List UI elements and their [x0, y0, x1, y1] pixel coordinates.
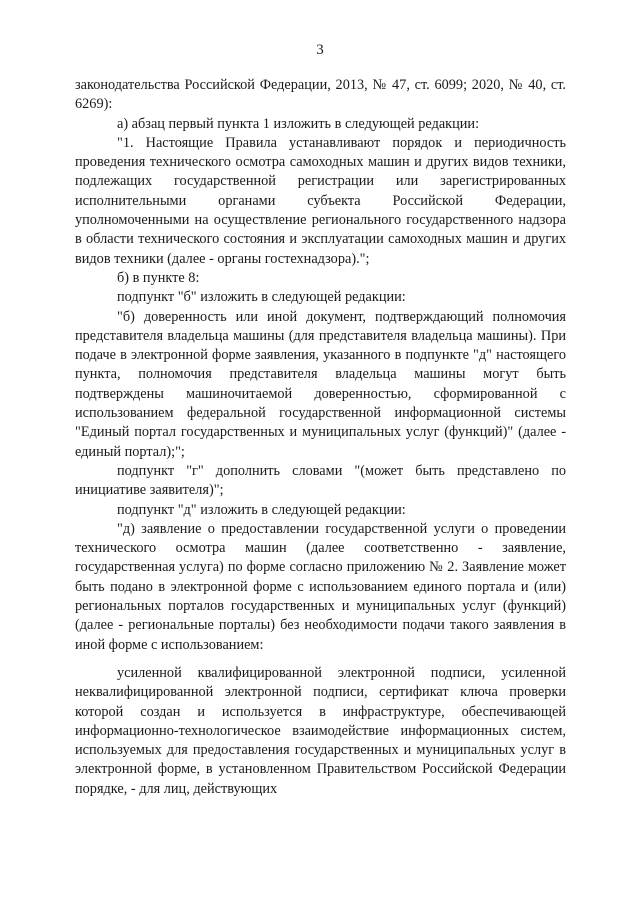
- document-body: [75, 76, 566, 799]
- paragraph-amendment-a: а) абзац первый пункта 1 изложить в следующей редакции:: [117, 115, 480, 132]
- paragraph-amendment-b: б) в пункте 8:: [117, 269, 200, 286]
- paragraph-subpoint-g: подпункт "г" дополнить словами "(может быть представлено по инициативе заявителя)";: [75, 462, 566, 499]
- paragraph-subpoint-b-header: подпункт "б" изложить в следующей редакции:: [117, 289, 406, 306]
- paragraph-intro-continuation: законодательства Российской Федерации, 2013, № 47, ст. 6099; 2020, № 40, ст. 6269):: [75, 77, 566, 113]
- paragraph-subpoint-d-header: подпункт "д" изложить в следующей редакции:: [117, 501, 406, 518]
- page-number: 3: [316, 42, 324, 58]
- paragraph-subpoint-b-text: "б) доверенность или иной документ, подтверждающий полномочия представителя владельца машины (для представителя владельца машины). При подаче в электронной форме заявления, указанного в подпункте "д" настоящего пункта, полномочия представителя владельца машины могут быть подтверждены машиночитаемой доверенностью, сформированной с использованием федеральной государственной информационной системы "Единый портал государственных и муниципальных услуг (функций)" (далее - единый портал);";: [75, 308, 566, 460]
- paragraph-rules-point-1: "1. Настоящие Правила устанавливают порядок и периодичность проведения технического осмотра самоходных машин и других видов техники, подлежащих государственной регистрации или зарегистрированных исполнительными органами субъекта Российской Федерации, уполномоченными на осуществление регионального государственного надзора в области технического состояния и эксплуатации самоходных машин и других видов техники (далее - органы гостехнадзора).";: [75, 134, 566, 267]
- paragraph-subpoint-d-text: "д) заявление о предоставлении государственной услуги о проведении технического осмотра машин (далее соответственно - заявление, государственная услуга) по форме согласно приложению № 2. Заявление может быть подано в электронной форме с использованием единого портала и (или) региональных порталов государственных и муниципальных услуг (функций) (далее - региональные порталы) без необходимости подачи такого заявления в иной форме с использованием:: [75, 520, 566, 653]
- paragraph-electronic-signature: усиленной квалифицированной электронной подписи, усиленной неквалифицированной электронной подписи, сертификат ключа проверки которой создан и используется в инфраструктуре, обеспечивающей информационно-технологическое взаимодействие информационных систем, используемых для предоставления государственных и муниципальных услуг в электронной форме, в установленном Правительством Российской Федерации порядке, - для лиц, действующих: [75, 664, 566, 797]
